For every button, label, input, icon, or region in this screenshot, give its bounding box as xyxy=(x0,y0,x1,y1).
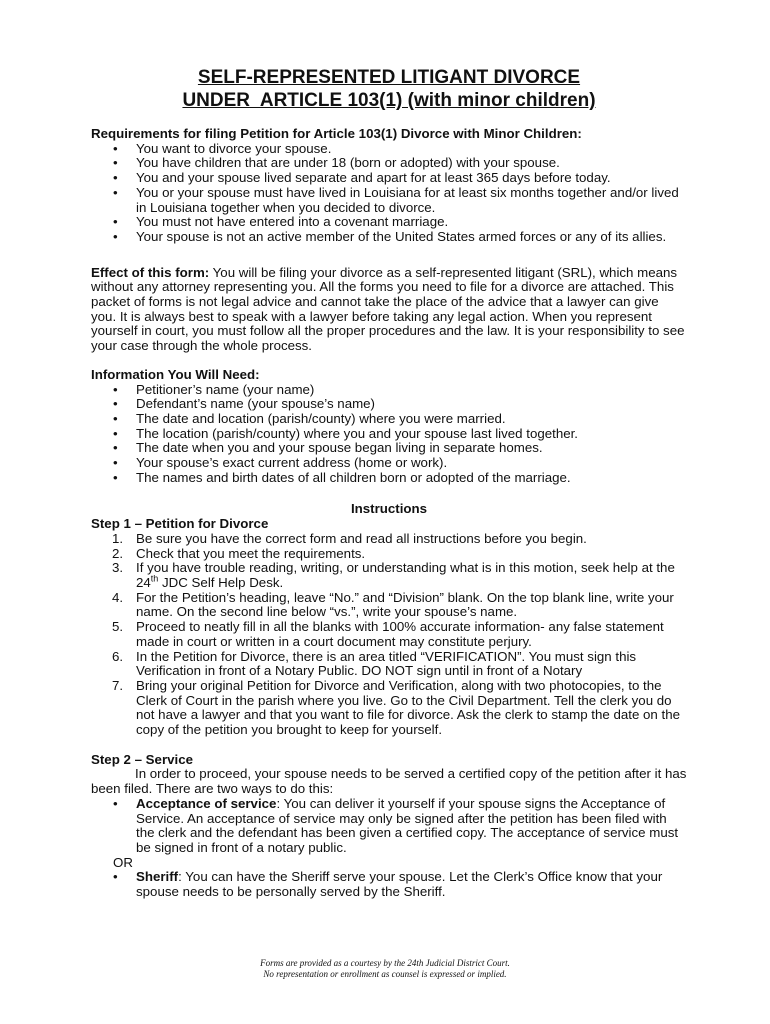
item-text: Bring your original Petition for Divorce and Verification, along with two photocopies, to the Clerk of Court in the parish where you live. Go to the Civil Department. Tell the clerk you do not have a lawyer and that you want to file for divorce. Ask the clerk to stamp the date on the copy of the petition you brought to keep for yourself. xyxy=(136,677,681,738)
item-number: 1. xyxy=(112,530,124,546)
list-item: • You want to divorce your spouse. xyxy=(91,142,687,157)
information-section xyxy=(91,368,687,486)
list-item xyxy=(91,797,687,856)
list-item: • The location (parish/county) where you and your spouse last lived together. xyxy=(91,427,687,442)
requirements-list xyxy=(91,142,687,245)
item-text: If you have trouble reading, writing, or understanding what is in this motion, seek help at the 24 xyxy=(136,560,675,590)
list-item: • Your spouse is not an active member of the United States armed forces or any of its allies. xyxy=(91,230,687,245)
effect-section xyxy=(91,266,687,354)
item-text: JDC Self Help Desk. xyxy=(158,574,284,590)
step1-list xyxy=(91,532,687,738)
information-heading: Information You Will Need: xyxy=(91,366,260,382)
sheriff-text: : You can have the Sheriff serve your spouse. Let the Clerk’s Office know that your spouse needs to be personally served by the Sheriff. xyxy=(136,869,663,900)
list-item xyxy=(91,547,687,562)
list-item xyxy=(91,870,687,899)
requirements-heading: Requirements for filing Petition for Article 103(1) Divorce with Minor Children: xyxy=(91,126,582,141)
item-number: 2. xyxy=(112,545,124,561)
list-item: • Defendant’s name (your spouse’s name) xyxy=(91,397,687,412)
list-item: • Petitioner’s name (your name) xyxy=(91,383,687,398)
item-number: 5. xyxy=(112,619,124,635)
instructions-section xyxy=(91,502,687,899)
acceptance-text: : You can deliver it yourself if your spouse signs the Acceptance of Service. An acceptance of service may only be signed after the petition has been filed with the clerk and the defendant has been given a certified copy. The acceptance of service must be signed in front of a notary public. xyxy=(136,795,679,855)
page-footer xyxy=(0,958,770,980)
list-item: • You must not have entered into a covenant marriage. xyxy=(91,215,687,230)
list-item: • You and your spouse lived separate and apart for at least 365 days before today. xyxy=(91,171,687,186)
item-number: 4. xyxy=(112,589,124,605)
list-item xyxy=(91,650,687,679)
list-item: • The date and location (parish/county) where you were married. xyxy=(91,412,687,427)
list-item: • Your spouse’s exact current address (home or work). xyxy=(91,456,687,471)
item-text: For the Petition’s heading, leave “No.” and “Division” blank. On the top blank line, write your name. On the second line below “vs.”, write your spouse’s name. xyxy=(136,589,674,620)
superscript: th xyxy=(150,573,159,584)
item-text: Be sure you have the correct form and read all instructions before you begin. xyxy=(136,530,587,546)
requirements-section xyxy=(91,127,687,245)
item-text: Check that you meet the requirements. xyxy=(136,545,366,561)
title-line-1: SELF-REPRESENTED LITIGANT DIVORCE xyxy=(197,67,581,88)
instructions-heading: Instructions xyxy=(350,501,428,517)
item-number: 7. xyxy=(112,677,124,693)
sheriff-label: Sheriff xyxy=(136,869,179,885)
list-item: • You or your spouse must have lived in Louisiana for at least six months together and/or lived in Louisiana together when you decided to divorce. xyxy=(91,186,687,215)
list-item xyxy=(91,561,687,590)
service-options-list xyxy=(91,870,687,899)
footer-line-2: No representation or enrollment as counsel is expressed or implied. xyxy=(263,969,507,979)
list-item xyxy=(91,620,687,649)
effect-text: You will be filing your divorce as a self-represented litigant (SRL), which means without any attorney representing you. All the forms you need to file for a divorce are attached. This packet of forms is not legal advice and cannot take the place of the advice that a lawyer can give you. It is always best to speak with a lawyer before taking any legal action. When you represent yourself in court, you must follow all the proper procedures and the law. It is your responsibility to see your case through the whole process. xyxy=(91,264,685,354)
information-list xyxy=(91,383,687,486)
step2-block xyxy=(91,753,687,900)
list-item: • The names and birth dates of all children born or adopted of the marriage. xyxy=(91,471,687,486)
item-text: In the Petition for Divorce, there is an area titled “VERIFICATION”. You must sign this Verification in front of a Notary Public. DO NOT sign until in front of a Notary xyxy=(136,648,637,679)
effect-label: Effect of this form: xyxy=(91,264,210,280)
item-text: Proceed to neatly fill in all the blanks with 100% accurate information- any false statement made in court or written in a court document may constitute perjury. xyxy=(136,619,664,649)
list-item xyxy=(91,532,687,547)
step1-heading: Step 1 – Petition for Divorce xyxy=(91,516,269,532)
title-line-2: UNDER ARTICLE 103(1) (with minor children) xyxy=(182,90,596,111)
step2-heading: Step 2 – Service xyxy=(91,751,194,767)
list-item: • You have children that are under 18 (born or adopted) with your spouse. xyxy=(91,156,687,171)
item-number: 3. xyxy=(112,560,124,576)
list-item xyxy=(91,591,687,620)
document-page xyxy=(91,66,687,900)
step2-intro: In order to proceed, your spouse needs to be served a certified copy of the petition after it has been filed. There are two ways to do this: xyxy=(91,766,687,797)
list-item xyxy=(91,679,687,738)
list-item: • The date when you and your spouse began living in separate homes. xyxy=(91,441,687,456)
document-title xyxy=(91,66,687,112)
acceptance-label: Acceptance of service xyxy=(136,795,277,811)
or-separator: OR xyxy=(113,854,133,870)
service-options-list xyxy=(91,797,687,856)
item-number: 6. xyxy=(112,648,124,664)
footer-line-1: Forms are provided as a courtesy by the 24th Judicial District Court. xyxy=(260,958,510,968)
